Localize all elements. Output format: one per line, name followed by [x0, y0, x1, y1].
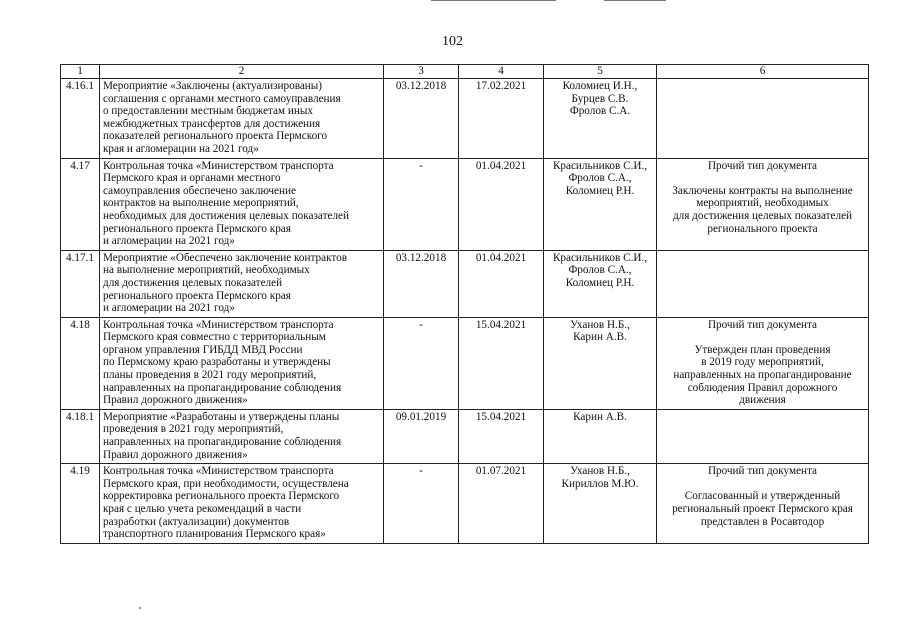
description-line: Пермского края совместно с территориальным — [103, 331, 326, 344]
row-number: 4.18.1 — [61, 409, 100, 463]
end-date: 17.02.2021 — [459, 79, 544, 159]
result-type: Прочий тип документа — [707, 318, 818, 331]
start-date: 09.01.2019 — [384, 409, 459, 463]
row-number: 4.19 — [61, 464, 100, 544]
description-line: по Пермскому краю разработаны и утверждены — [103, 356, 331, 369]
description-line: контрактов на выполнение мероприятий, — [103, 197, 299, 210]
description-line: необходимых для достижения целевых показателей — [103, 209, 349, 222]
end-date: 01.04.2021 — [459, 158, 544, 250]
table-row — [61, 409, 869, 463]
responsible-persons — [544, 317, 657, 409]
description-line: корректировка регионального проекта Пермского — [103, 490, 340, 503]
responsible-line: Фролов С.А., — [568, 264, 632, 277]
result-type: Прочий тип документа — [707, 465, 818, 478]
header-col-1: 1 — [61, 65, 100, 79]
row-number: 4.17 — [61, 158, 100, 250]
description-line: планы проведения в 2021 году мероприятий, — [103, 369, 317, 382]
description-line: показателей регионального проекта Пермского — [103, 130, 328, 143]
description-line: Мероприятие «Обеспечено заключение контрактов — [103, 251, 347, 264]
start-date: - — [384, 464, 459, 544]
result-gap — [660, 331, 865, 344]
description-line: регионального проекта Пермского края — [103, 289, 291, 302]
start-date: - — [384, 317, 459, 409]
table-row — [61, 464, 869, 544]
header-col-6: 6 — [657, 65, 869, 79]
description-line: края и агломерации на 2021 год» — [103, 142, 259, 155]
result-line: Согласованный и утвержденный — [684, 490, 841, 503]
responsible-persons — [544, 409, 657, 463]
result-document — [657, 79, 869, 159]
header-col-5: 5 — [544, 65, 657, 79]
description-line: Правил дорожного движения» — [103, 394, 248, 407]
responsible-persons — [544, 464, 657, 544]
description-line: Пермского края, при необходимости, осуществлена — [103, 477, 349, 490]
result-line: мероприятий, необходимых — [696, 197, 829, 210]
table-row — [61, 79, 869, 159]
responsible-persons — [544, 250, 657, 317]
row-number: 4.18 — [61, 317, 100, 409]
description-line: самоуправления обеспечено заключение — [103, 184, 296, 197]
description-line: транспортного планирования Пермского края» — [103, 528, 326, 541]
result-document — [657, 464, 869, 544]
result-gap — [660, 172, 865, 185]
row-description — [100, 79, 384, 159]
responsible-line: Карин А.В. — [573, 410, 627, 423]
responsible-line: Уханов Н.Б., — [570, 465, 630, 478]
result-line: представлен в Росавтодор — [700, 515, 825, 528]
responsible-line: Коломиец Р.Н. — [565, 184, 635, 197]
result-document — [657, 158, 869, 250]
top-rule-right — [604, 0, 666, 1]
page-number: 102 — [442, 34, 463, 49]
result-document — [657, 317, 869, 409]
table-row — [61, 317, 869, 409]
result-line: соблюдения Правил дорожного — [687, 381, 838, 394]
responsible-persons — [544, 158, 657, 250]
top-rule-left — [431, 0, 556, 1]
header-col-3: 3 — [384, 65, 459, 79]
responsible-line: Коломиец Р.Н. — [565, 276, 635, 289]
plan-table — [60, 64, 869, 544]
description-line: на выполнение мероприятий, необходимых — [103, 264, 310, 277]
start-date: 03.12.2018 — [384, 79, 459, 159]
header-col-2: 2 — [100, 65, 384, 79]
result-line: для достижения целевых показателей — [672, 209, 853, 222]
end-date: 01.04.2021 — [459, 250, 544, 317]
description-line: регионального проекта Пермского края — [103, 222, 291, 235]
header-col-4: 4 — [459, 65, 544, 79]
row-number: 4.17.1 — [61, 250, 100, 317]
result-gap — [660, 478, 865, 491]
result-line: движения — [739, 394, 786, 407]
responsible-line: Фролов С.А. — [569, 105, 631, 118]
row-description — [100, 409, 384, 463]
result-document — [657, 409, 869, 463]
description-line: и агломерации на 2021 год» — [103, 302, 235, 315]
result-line: региональный проект Пермского края — [672, 503, 853, 515]
responsible-line: Уханов Н.Б., — [570, 318, 630, 331]
row-number: 4.16.1 — [61, 79, 100, 159]
table-body — [61, 79, 869, 544]
row-description — [100, 250, 384, 317]
description-line: Мероприятие «Заключены (актуализированы) — [103, 80, 323, 92]
description-line: межбюджетных трансфертов для достижения — [103, 117, 321, 130]
result-document — [657, 250, 869, 317]
end-date: 15.04.2021 — [459, 317, 544, 409]
description-line: Контрольная точка «Министерством транспорта — [103, 465, 334, 478]
end-date: 15.04.2021 — [459, 409, 544, 463]
result-line: Утвержден план проведения — [694, 343, 831, 356]
result-line: направленных на пропагандирование — [673, 369, 852, 382]
responsible-line: Бурцев С.В. — [571, 92, 629, 105]
responsible-line: Красильников С.И., — [552, 159, 648, 172]
responsible-line: Фролов С.А., — [568, 172, 632, 185]
description-line: Контрольная точка «Министерством транспорта — [103, 318, 334, 331]
description-line: направленных на пропагандирование соблюдения — [103, 436, 342, 449]
result-line: в 2019 году мероприятий, — [701, 356, 824, 369]
row-description — [100, 158, 384, 250]
row-description — [100, 464, 384, 544]
description-line: для достижения целевых показателей — [103, 276, 283, 289]
description-line: о предоставлении местным бюджетам иных — [103, 105, 313, 118]
start-date: - — [384, 158, 459, 250]
description-line: соглашения с органами местного самоуправления — [103, 92, 341, 105]
description-line: края с целью учета рекомендаций в части — [103, 503, 302, 515]
description-line: Пермского края и органами местного — [103, 172, 281, 185]
header-row — [61, 65, 869, 79]
responsible-line: Коломиец И.Н., — [562, 80, 638, 92]
scan-speck — [139, 607, 141, 609]
description-line: и агломерации на 2021 год» — [103, 235, 235, 248]
description-line: органом управления ГИБДД МВД России — [103, 343, 303, 356]
end-date: 01.07.2021 — [459, 464, 544, 544]
description-line: направленных на пропагандирование соблюдения — [103, 381, 342, 394]
description-line: Мероприятие «Разработаны и утверждены планы — [103, 410, 340, 423]
table-row — [61, 158, 869, 250]
responsible-line: Карин А.В. — [573, 331, 627, 344]
description-line: Правил дорожного движения» — [103, 448, 248, 461]
responsible-line: Красильников С.И., — [552, 251, 648, 264]
result-type: Прочий тип документа — [707, 159, 818, 172]
result-line: Заключены контракты на выполнение — [672, 184, 853, 197]
table-row — [61, 250, 869, 317]
description-line: Контрольная точка «Министерством транспорта — [103, 159, 334, 172]
responsible-persons — [544, 79, 657, 159]
description-line: разработки (актуализации) документов — [103, 515, 290, 528]
result-line: регионального проекта — [707, 222, 818, 235]
description-line: проведения в 2021 году мероприятий, — [103, 423, 284, 436]
responsible-line: Кириллов М.Ю. — [561, 477, 639, 490]
start-date: 03.12.2018 — [384, 250, 459, 317]
row-description — [100, 317, 384, 409]
